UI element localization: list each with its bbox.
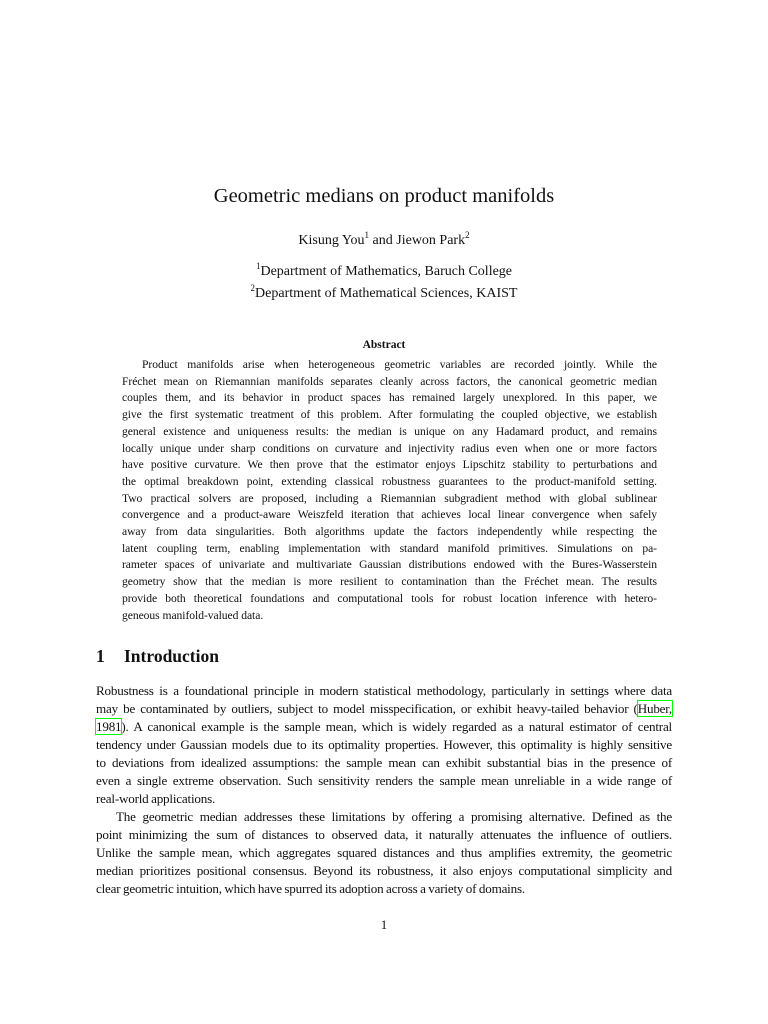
abstract-line: provide both theoretical foundations and computational tools for robust location inference with hetero- bbox=[122, 591, 657, 605]
abstract-body bbox=[122, 357, 657, 624]
intro-line bbox=[96, 718, 672, 736]
intro-line: point minimizing the sum of distances to observed data, it naturally attenuates the influence of outliers. bbox=[96, 827, 672, 842]
author-separator: and bbox=[369, 233, 397, 248]
abstract-line: general existence and uniqueness results: the median is unique on any Hadamard product, and remains bbox=[122, 424, 657, 438]
intro-line: to deviations from idealized assumptions: the sample mean can exhibit substantial bias in the presence of bbox=[96, 755, 672, 770]
intro-line: The geometric median addresses these limitations by offering a promising alternative. Defined as the bbox=[116, 809, 672, 824]
affiliation-mark: 1 bbox=[255, 261, 261, 271]
intro-text: ). A canonical example is the sample mean, which is widely regarded as a natural estimator of central bbox=[121, 719, 672, 734]
intro-line: Robustness is a foundational principle in modern statistical methodology, particularly in settings where data bbox=[96, 683, 672, 698]
abstract-line: give the first systematic treatment of this problem. After formulating the coupled objective, we establish bbox=[122, 408, 657, 422]
intro-line: clear geometric intuition, which have spurred its adoption across a variety of domains. bbox=[96, 881, 525, 896]
affiliation bbox=[0, 283, 768, 302]
section-number: 1 bbox=[96, 646, 105, 666]
abstract-line: locally unique under sharp conditions on curvature and injectivity radius even when one or more factors bbox=[122, 441, 657, 455]
abstract-line: have positive curvature. We then prove that the estimator enjoys Lipschitz stability to perturbations and bbox=[122, 458, 657, 472]
intro-line: even a single extreme observation. Such sensitivity renders the sample mean unreliable in a wide range of bbox=[96, 773, 672, 788]
affiliation-text: Department of Mathematics, Baruch College bbox=[260, 264, 513, 279]
intro-text: may be contaminated by outliers, subject to model misspecification, or exhibit heavy-tailed behavior ( bbox=[96, 701, 638, 716]
affiliation-text: Department of Mathematical Sciences, KAIST bbox=[255, 286, 518, 301]
author-name: Jiewon Park bbox=[396, 233, 466, 248]
paper-title: Geometric medians on product manifolds bbox=[213, 185, 555, 207]
author-name: Kisung You bbox=[298, 233, 365, 248]
citation-link-1981[interactable]: 1981 bbox=[96, 719, 122, 734]
abstract-line: away from data singularities. Both algorithms update the factors independently while respecting the bbox=[122, 525, 657, 539]
citation-link-huber[interactable]: Huber, bbox=[637, 701, 672, 716]
intro-line bbox=[96, 700, 672, 718]
intro-line: Unlike the sample mean, which aggregates squared distances and thus amplifies extremity, the geometric bbox=[96, 845, 672, 860]
abstract-line: rameter spaces of univariate and multivariate Gaussian distributions endowed with the Bures-Wasserstein bbox=[122, 558, 657, 572]
page-number: 1 bbox=[380, 917, 388, 932]
affiliation-mark: 2 bbox=[465, 230, 470, 240]
abstract-line: Product manifolds arise when heterogeneous geometric variables are recorded jointly. While the bbox=[142, 358, 657, 371]
intro-line: real-world applications. bbox=[96, 791, 216, 806]
affiliation-mark: 2 bbox=[250, 283, 256, 293]
abstract-line: geneous manifold-valued data. bbox=[122, 608, 264, 622]
abstract-line: geometry show that the median is more resilient to contamination than the Fréchet mean. The results bbox=[122, 575, 657, 589]
intro-line: median prioritizes positional consensus. Beyond its robustness, it also enjoys computational simplicity and bbox=[96, 863, 672, 878]
abstract-line: Two practical solvers are proposed, including a Riemannian subgradient method with global sublinear bbox=[122, 491, 657, 505]
introduction-body bbox=[96, 682, 672, 898]
affiliation bbox=[0, 261, 768, 280]
section-heading bbox=[96, 646, 219, 667]
abstract-line: couples them, and its behavior in product spaces has remained largely unexplored. In this paper, we bbox=[122, 391, 657, 405]
intro-line: tendency under Gaussian models due to its optimality properties. However, this optimality is highly sensitive bbox=[96, 737, 672, 752]
abstract-line: latent coupling term, enabling implementation with standard manifold primitives. Simulations on pa- bbox=[122, 541, 657, 555]
authors bbox=[0, 230, 768, 249]
abstract-line: Fréchet mean on Riemannian manifolds separates cleanly across factors, the canonical geometric median bbox=[122, 374, 657, 388]
abstract-heading: Abstract bbox=[362, 339, 406, 351]
abstract-line: convergence and a product-aware Weiszfeld iteration that achieves local linear convergence when safely bbox=[122, 508, 657, 522]
affiliation-mark: 1 bbox=[364, 230, 370, 240]
abstract-line: the optimal breakdown point, extending classical robustness guarantees to the product-manifold setting. bbox=[122, 474, 657, 488]
section-title: Introduction bbox=[124, 646, 219, 666]
